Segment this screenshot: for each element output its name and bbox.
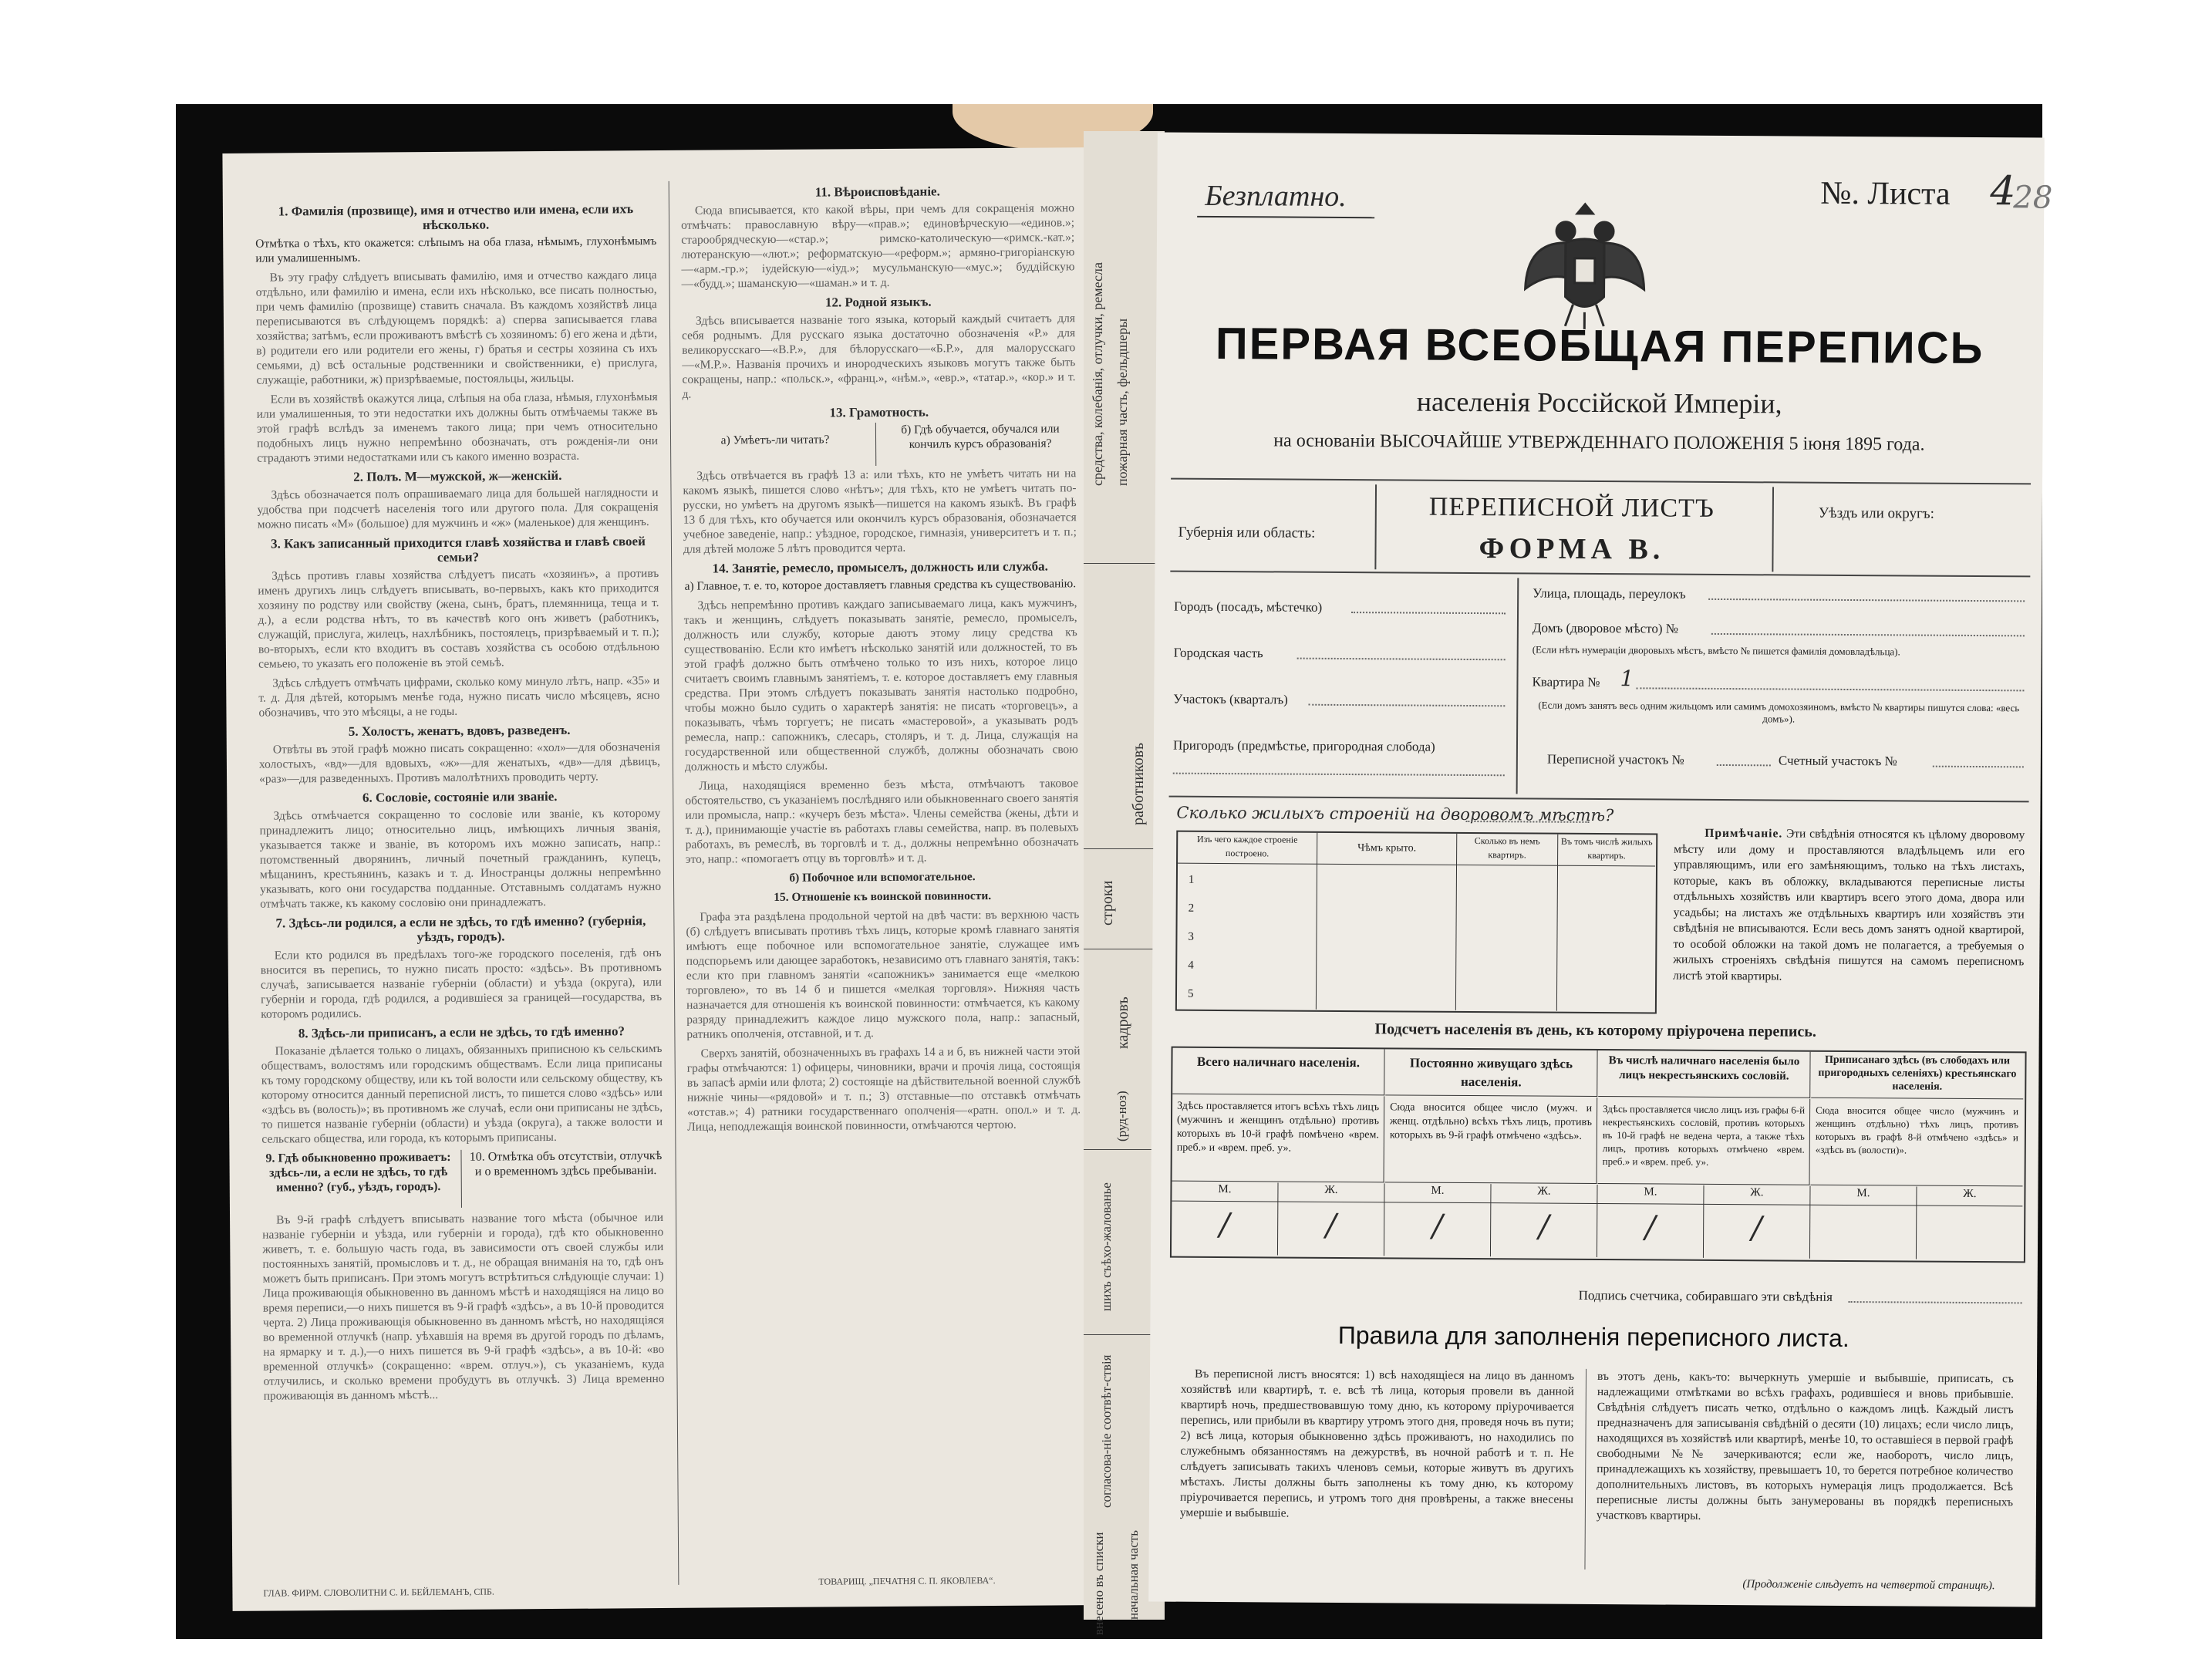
suburb-field[interactable] bbox=[1173, 773, 1505, 777]
heading-9: 9. Гдѣ обыкновенно проживаетъ: здѣсь-ли, а если не здѣсь, то гдѣ именно? (губ., уѣздъ, городъ). bbox=[265, 1150, 451, 1195]
body-text: Отвѣты въ этой графѣ можно писать сокращенно: «хол»—для обозначенія холостыхъ, «вд»—для вдовыхъ, «ж»—для женатыхъ, «дв»—для дѣвицъ, «раз»—для разведенныхъ. Противъ малолѣтнихъ проводить черту. bbox=[258, 740, 660, 786]
house-label: Домъ (дворовое мѣсто) № bbox=[1532, 620, 1679, 636]
counter-district-field[interactable] bbox=[1933, 766, 2024, 768]
rules-column-1 bbox=[1180, 1367, 1574, 1528]
city-part-label: Городская часть bbox=[1173, 645, 1263, 661]
yard-row-numbers bbox=[1188, 866, 1195, 1009]
city-field[interactable] bbox=[1351, 612, 1506, 614]
yard-col-header: Сколько въ немъ квартиръ. bbox=[1457, 834, 1558, 866]
sex-male-header: М. bbox=[1597, 1185, 1704, 1205]
quarter-field[interactable] bbox=[1308, 704, 1505, 707]
body-text: Если въ хозяйствѣ окажутся лица, слѣпыя на оба глаза, нѣмыя, глухонѣмыя или умалишенныя, то эти недостатки ихъ должны быть отмѣчаемы также въ этой графѣ вслѣдъ за именемъ такого лица; при чемъ относительно подобныхъ лицъ нужно непремѣнно обозначать, отъ рожденія-ли они страдаютъ этими недостатками или съ какого именно возраста. bbox=[256, 390, 659, 465]
yard-col bbox=[1317, 865, 1457, 1010]
heading-12: 12. Родной языкъ. bbox=[824, 294, 932, 310]
street-field[interactable] bbox=[1708, 599, 2025, 602]
divider bbox=[460, 1150, 462, 1208]
apartment-label: Квартира № bbox=[1532, 674, 1600, 690]
form-label: ФОРМА В. bbox=[1479, 532, 1665, 566]
heading-14: 14. Занятіе, ремесло, промыселъ, должность или служба. bbox=[712, 558, 1048, 576]
body-text: Если кто родился въ предѣлахъ того-же городского поселенія, гдѣ онъ вносится въ перепись, то нужно писать просто: «здѣсь». Въ противномъ случаѣ, записывается названіе губерніи (области) и уѣзда (округа), или губерніи и города, гдѣ родился, а родившіеся за границей—государства, въ которомъ родились. bbox=[260, 946, 663, 1021]
vertical-text: начальная часть bbox=[1126, 1530, 1141, 1620]
sheet-number-label: №. Листа bbox=[1820, 175, 1951, 212]
count-description: Здѣсь проставляется число лицъ изъ графы 6-й некрестьянскихъ сословій, противъ которыхъ въ 10-й графѣ не ведена черта, а также тѣхъ лицъ, противъ которыхъ отмѣчено «врем. преб.» и «врем. преб. у». bbox=[1598, 1098, 1811, 1185]
yard-row-number: 5 bbox=[1187, 987, 1194, 1000]
body-text: Сюда вписывается, кто какой вѣры, при чемъ для сокращенія можно отмѣчать: православную вѣру—«прав.»; единовѣрческую—«единов.»; старообрядческую—«стар.»; римско-католическую—«римск.-кат.»; лютеранскую—«лют.»; реформатскую—«реформ.»; армяно-григоріанскую—«арм.-гр.»; іудейскую—«іуд.»; мусульманскую—«мус.»; буддійскую—«будд.»; шаманскую—«шаман.» и т. д. bbox=[681, 201, 1075, 291]
count-value: / bbox=[1491, 1203, 1597, 1257]
body-text: Здѣсь непремѣнно противъ каждаго записываемаго лица, какъ мужчинъ, такъ и женщинъ, слѣдуетъ показывать занятіе, ремесло, промыселъ, должность или службу, которые даютъ этому лицу средства къ существованію. Если кто имѣетъ нѣсколько занятій или должностей, то въ этой графѣ должно быть отмѣчено только то изъ нихъ, которое лицо считаетъ своимъ главнымъ занятіемъ, т. е. которое доставляетъ ему главныя средства. При этомъ слѣдуетъ показывать занятія настолько подробно, чтобы можно было судить о характерѣ занятія: не писать «торговецъ», а показывать, чѣмъ торгуетъ; не писать «мастеровой», а указывать родъ ремесла, напр.: сапожникъ, слесарь, столяръ, и т. д. Лица, служащія на государственной или общественной службѣ, должны обозначать свою должность и мѣсто службы. bbox=[683, 596, 1078, 774]
sheet-number-value: 4 bbox=[1990, 168, 2016, 215]
count-title: Подсчетъ населенія въ день, къ которому пріурочена перепись. bbox=[1374, 1020, 1816, 1040]
body-text: Здѣсь отвѣчается въ графѣ 13 а: или тѣхъ, кто не умѣетъ читать ни на какомъ языкѣ, пишется слово «нѣтъ»; для тѣхъ, кто не умѣетъ читать по-русски, но умѣетъ на другомъ языкѣ—пишется на какомъ языкѣ. Въ графѣ 13 б для тѣхъ, кто обучается или окончилъ курсъ образованія, обозначается учебное заведеніе, напр.: уѣздное, городское, гимназія, университетъ и т. п.; для дѣтей моложе 5 лѣтъ проводится черта. bbox=[683, 467, 1077, 556]
count-header: Приписанаго здѣсь (въ слободахъ или пригородныхъ селеніяхъ) крестьянскаго населенія. bbox=[1811, 1052, 2023, 1100]
vertical-text: внесено въ списки bbox=[1091, 1532, 1106, 1635]
count-value: / bbox=[1704, 1205, 1810, 1259]
yard-row-number: 4 bbox=[1188, 959, 1194, 972]
left-footer: ГЛАВ. ФИРМ. СЛОВОЛИТНИ С. И. БЕЙЛЕМАНЪ, СПБ. bbox=[263, 1586, 494, 1599]
heading-11: 11. Вѣроисповѣданіе. bbox=[814, 184, 940, 200]
sex-female-header: Ж. bbox=[1278, 1182, 1384, 1202]
vertical-text: шихъ съѣхо-жалованье bbox=[1099, 1182, 1114, 1311]
vertical-text: (руд-ноз) bbox=[1114, 1091, 1129, 1141]
column-divider bbox=[669, 181, 679, 1585]
sheet-number-corner: 28 bbox=[2013, 180, 2053, 216]
suburb-label: Пригородъ (предмѣстье, пригородная слобода) bbox=[1172, 737, 1435, 754]
double-headed-eagle-icon bbox=[1519, 188, 1651, 336]
heading-9-10-row bbox=[261, 1148, 663, 1213]
yard-col-header: Въ томъ числѣ жилыхъ квартиръ. bbox=[1558, 835, 1655, 867]
count-description: Сюда вносится общее число (мужчинъ и женщинъ отдѣльно) тѣхъ лицъ, противъ которыхъ въ графѣ 8-й отмѣчено «здѣсь» и «здѣсь въ (волости)». bbox=[1811, 1099, 2024, 1187]
count-value bbox=[1810, 1205, 1917, 1259]
apartment-note: (Если домъ занятъ весь одним жильцомъ или самимъ домохозяиномъ, вмѣсто № квартиры пишутся слова: «весь домъ»). bbox=[1538, 699, 2020, 725]
yard-col-header: Изъ чего каждое строеніе построено. bbox=[1178, 832, 1317, 865]
house-field[interactable] bbox=[1711, 633, 2025, 636]
vertical-text: работниковъ bbox=[1130, 743, 1147, 825]
heading-2: 2. Полъ. М—мужской, ж—женскій. bbox=[353, 467, 562, 484]
heading-13-sub bbox=[683, 421, 1076, 469]
rules-title: Правила для заполненія переписного листа. bbox=[1337, 1320, 1850, 1353]
body-text: Сверхъ занятій, обозначенныхъ въ графахъ 14 а и б, въ нижней части этой графы отмѣчаются: 1) офицеры, чиновники, врачи и прочія лица, состоящія въ запасѣ арміи или флота; 2) состоящіе на дѣйствительной военной службѣ нижніе чины—«рядовой» и т. п.; 3) отставные—по отставкѣ отмѣчать «отстав.»; 4) ратники государственнаго ополченія—«ратн. опол.» и т. д. Лица, неподлежащія воинской повинности, отмѣчаются чертою. bbox=[686, 1044, 1081, 1134]
count-header: Въ числѣ наличнаго населенія было лицъ некрестьянскихъ сословій. bbox=[1598, 1050, 1810, 1098]
yard-col bbox=[1456, 865, 1558, 1011]
province-label: Губернія или область: bbox=[1178, 524, 1316, 541]
census-district-field[interactable] bbox=[1717, 764, 1771, 766]
census-district-label: Переписной участокъ № bbox=[1546, 751, 1684, 767]
body-text: Здѣсь отмѣчается сокращенно то сословіе или званіе, къ которому принадлежитъ лицо; относительно лицъ, имѣющихъ личныя званія, указывается также и званіе, въ которомъ ихъ можно записать, напр.: потомственный дворянинъ, личный почетный гражданинъ, купецъ, мѣщанинъ, крестьянинъ, казакъ и т. д. Иностранцы должны непремѣнно указывать, кого они государства подданные. Отставнымъ солдатамъ нужно отмѣчать также, къ какому сословію они принадлежатъ. bbox=[259, 807, 662, 911]
rules-continue: (Продолженіе слѣдуетъ на четвертой страницѣ). bbox=[1742, 1578, 1995, 1593]
yard-col-header: Чѣмъ крыто. bbox=[1317, 833, 1457, 865]
rules-text: Въ переписной листъ вносятся: 1) всѣ находящіеся на лицо въ данномъ хозяйствѣ или квартирѣ, т. е. всѣ тѣ лица, которыя провели въ данной квартирѣ ночь, предшествовавшую тому дню, къ которому пріурочивается перепись, или прибыли въ квартиру утромъ этого дня, проведя ночь въ пути; 2) всѣ лица, которыя обыкновенно здѣсь проживаютъ, но находились по служебнымъ обязанностямъ на дежурствѣ, въ ночной работѣ и т. п. Не слѣдуетъ записывать такихъ членовъ семьи, которые живутъ въ другихъ мѣстахъ. Листы должны быть заполнены къ тому дню, къ которому пріурочивается перепись, и утромъ того дня провѣрены, а также внесены умершіе и выбывшіе. bbox=[1179, 1367, 1575, 1520]
body-text: Показаніе дѣлается только о лицахъ, обязанныхъ приписною къ сельскимъ обществамъ, волостямъ или городскимъ обществамъ. Если лица приписаны къ тому городскому обществу, или къ той волости или сельскому обществу, къ которому относится данный переписной листъ, то пишется слово «здѣсь» или «здѣсь въ (волость)»; въ противномъ же случаѣ, если они приписаны не здѣсь, то пишется названіе губерніи (области) и уѣзда (округа), а также волости и сельскаго общества, или города, къ которымъ приписаны. bbox=[261, 1041, 663, 1146]
count-value: / bbox=[1597, 1204, 1704, 1258]
count-value bbox=[1917, 1206, 2022, 1260]
divider bbox=[1516, 578, 1519, 794]
count-value: / bbox=[1278, 1202, 1384, 1256]
divider bbox=[1170, 571, 2030, 578]
heading-8: 8. Здѣсь-ли приписанъ, а если не здѣсь, то гдѣ именно? bbox=[298, 1023, 625, 1041]
body-text: Лица, находящіяся временно безъ мѣста, отмѣчаютъ таковое обстоятельство, съ указаніемъ послѣдняго или обыкновеннаго своего занятія или промысла, напр.: «кучеръ безъ мѣста». Члены семейства (жены, дѣти и т. д.), принимающіе участіе въ работахъ главы семейства, напр. въ полевыхъ работахъ, въ ремеслѣ, въ торговлѣ и т. д., должны непремѣнно обозначать это, напр.: «помогаетъ отцу въ торговлѣ» и т. д. bbox=[685, 777, 1079, 866]
sex-female-header: Ж. bbox=[1491, 1184, 1597, 1204]
free-label: Безплатно. bbox=[1205, 179, 1347, 214]
left-page bbox=[222, 147, 1100, 1611]
yard-row-number: 1 bbox=[1188, 873, 1195, 886]
count-value: / bbox=[1172, 1202, 1278, 1256]
legal-basis: на основаніи ВЫСОЧАЙШЕ УТВЕРЖДЕННАГО ПОЛОЖЕНІЯ 5 іюня 1895 года. bbox=[1273, 430, 1925, 455]
heading-1: 1. Фамилія (прозвище), имя и отчество или имена, если ихъ нѣсколько. bbox=[278, 201, 634, 233]
body-text: Здѣсь слѣдуетъ отмѣчать цифрами, сколько кому минуло лѣтъ, напр. «35» и т. д. Для дѣтей, которымъ менѣе года, нужно писать число мѣсяцевъ, ясно обозначивъ, что это мѣсяцы, а не годы. bbox=[258, 674, 660, 720]
city-label: Городъ (посадъ, мѣстечко) bbox=[1174, 599, 1323, 615]
count-description: Сюда вносится общее число (мужч. и женщ. отдѣльно) всѣхъ тѣхъ лицъ, противъ которыхъ въ 9-й графѣ отмѣчено «здѣсь». bbox=[1385, 1096, 1598, 1184]
right-footer: ТОВАРИЩ. „ПЕЧАТНЯ С. П. ЯКОВЛЕВА“. bbox=[818, 1574, 996, 1587]
divider bbox=[1772, 487, 1774, 572]
divider bbox=[1084, 563, 1165, 564]
heading-5: 5. Холостъ, женатъ, вдовъ, разведенъ. bbox=[348, 722, 571, 739]
count-value: / bbox=[1384, 1202, 1491, 1256]
quarter-label: Участокъ (кварталъ) bbox=[1173, 691, 1288, 707]
vertical-text: средства, колебанія, отлучки, ремесла bbox=[1090, 261, 1105, 486]
apartment-field[interactable] bbox=[1636, 687, 2024, 691]
sub-13b: б) Гдѣ обучается, обучался или кончилъ курсъ образованія? bbox=[901, 422, 1060, 451]
sex-male-header: М. bbox=[1384, 1183, 1491, 1203]
body-text: Здѣсь противъ главы хозяйства слѣдуетъ писать «хозяинъ», а противъ именъ другихъ лицъ слѣдуетъ вписывать, во-первыхъ, какъ кто приходится хозяину по родству или свойству (жена, сынъ, братъ, племянница, теща и т. д.), а если родства нѣтъ, то въ качествѣ кого онъ живетъ (работникъ, служащій, прислуга, жилецъ, нахлѣбникъ, постоялецъ, призрѣваемый и т. п.); во-вторыхъ, если кто входитъ въ составъ хозяйства съ особою отдѣльною семьею, то указать его положеніе въ этой семьѣ. bbox=[258, 567, 659, 671]
body-text: Въ эту графу слѣдуетъ вписывать фамилію, имя и отчество каждаго лица отдѣльно, или фамилію и имена, если ихъ нѣсколько, все писать полностью, при чемъ фамилію (прозвище) ставить сначала. Въ каждомъ хозяйствѣ лица переписываются въ слѣдующемъ порядкѣ: а) сперва записывается глава хозяйства; затѣмъ, если проживаютъ вмѣстѣ съ хозяиномъ: б) его жена и дѣти, в) родители его или родители его жены, г) братья и сестры хозяина съ ихъ семьями, д) всѣ остальные родственники и свойственники, е) прислуга, служащіе, работники, ж) призрѣваемые, постояльцы, жильцы. bbox=[255, 268, 658, 387]
yard-question: Сколько жилыхъ строеній на дворовомъ мѣстѣ? bbox=[1176, 803, 1614, 825]
divider bbox=[1197, 216, 1374, 218]
yard-row-number: 2 bbox=[1188, 902, 1195, 915]
count-header: Постоянно живущаго здѣсь населенія. bbox=[1385, 1049, 1597, 1097]
page-title: ПЕРВАЯ ВСЕОБЩАЯ ПЕРЕПИСЬ bbox=[1215, 318, 1984, 374]
sex-female-header: Ж. bbox=[1917, 1187, 2022, 1207]
vertical-text: согласова-ніе соотвѣт-ствія bbox=[1099, 1354, 1114, 1508]
district-label: Уѣздъ или округъ: bbox=[1818, 504, 1935, 522]
left-column-1 bbox=[255, 197, 665, 1408]
sub-14b: б) Побочное или вспомогательное. bbox=[789, 870, 976, 885]
count-header: Всего наличнаго населенія. bbox=[1172, 1048, 1384, 1096]
note-title: Примѣчаніе. bbox=[1705, 826, 1783, 841]
sex-female-header: Ж. bbox=[1704, 1185, 1810, 1205]
divider bbox=[1171, 478, 2031, 485]
sheet-type: ПЕРЕПИСНОЙ ЛИСТЪ bbox=[1428, 492, 1715, 523]
sex-male-header: М. bbox=[1172, 1182, 1278, 1202]
house-note: (Если нѣтъ нумераціи дворовыхъ мѣстъ, вмѣсто № пишется фамилія домовладѣльца). bbox=[1532, 643, 1900, 658]
count-table bbox=[1170, 1047, 2027, 1263]
divider bbox=[1169, 796, 2029, 803]
yard-table bbox=[1175, 831, 1657, 1014]
left-column-2 bbox=[681, 178, 1081, 1139]
vertical-text: кадровъ bbox=[1114, 996, 1131, 1049]
right-page bbox=[1148, 133, 2053, 1607]
body-text: Въ 9-й графѣ слѣдуетъ вписывать название того мѣста (обычное или названіе губерніи и уѣзда, или губерніи и города), гдѣ кто обыкновенно живетъ, т. е. большую часть года, въ зависимости отъ своей службы или постоянныхъ занятій, промысловъ и т. д., не обращая вниманія на то, гдѣ онъ можетъ быть приписанъ. При этомъ могутъ встрѣтиться слѣдующіе случаи: 1) Лица проживающія обыкновенно въ данномъ мѣстѣ и находящіяся на лицо во время переписи,—о нихъ пишется въ 9-й графѣ «здѣсь», а въ 10-й проводится черта. 2) Лица проживающія обыкновенно въ данномъ мѣстѣ, но находящіяся во временной отлучкѣ (напр. уѣхавшія на время въ другой городъ по дѣламъ, на ярмарку и т. д.),—о нихъ пишется въ 9-й графѣ «здѣсь», а въ 10-й: «во временной отлучкѣ» (сокращенно: «врем. отлуч.»), съ указаніемъ, куда отлучились, и сколько времени пробудутъ въ отлучкѣ. 3) Лица временно проживающія въ данномъ мѣстѣ... bbox=[262, 1210, 665, 1403]
body-text: Здѣсь вписывается названіе того языка, который каждый считаетъ для себя роднымъ. Для русскаго языка достаточно обозначенія «Р.» для великорусскаго—«В.Р.», для бѣлорусскаго—«Б.Р.», для малорусскаго—«М.Р.». Названія прочихъ и инородческихъ языковъ могутъ также быть сокращены, напр.: «польск.», «франц.», «нѣм.», «евр.», «татар.», «кор.» и т. д. bbox=[682, 312, 1076, 401]
heading-10: 10. Отмѣтка объ отсутствіи, отлучкѣ и о временномъ здѣсь пребываніи. bbox=[469, 1149, 663, 1178]
body-text: Графа эта раздѣлена продольной чертой на двѣ части: въ верхнюю часть (б) слѣдуетъ вписывать противъ тѣхъ лицъ, которые кромѣ главнаго занятія имѣютъ еще побочное или вспомогательное занятіе, служащее имъ подспорьемъ или дающее заработокъ, независимо отъ главнаго занятія, такъ: если кто при главномъ занятіи «сапожникъ» занимается еще «мелкою торговлею», то въ 14 б и пишется «мелкая торговля». Нижняя часть назначается для отношенія къ воинской повинности: отмѣчается, къ какому разряду принадлежитъ каждое лицо мужского пола, напр.: запасный, ратникъ ополченія, отставной, и т. д. bbox=[686, 908, 1081, 1041]
street-label: Улица, площадь, переулокъ bbox=[1533, 585, 1686, 602]
counter-district-label: Счетный участокъ № bbox=[1778, 753, 1897, 769]
heading-6: 6. Сословіе, состояніе или званіе. bbox=[362, 788, 558, 805]
yard-col bbox=[1177, 864, 1317, 1010]
vertical-text: строки bbox=[1099, 880, 1116, 926]
divider bbox=[1374, 484, 1377, 569]
sub-13a: а) Умѣетъ-ли читать? bbox=[720, 433, 830, 447]
sex-male-header: М. bbox=[1810, 1186, 1917, 1206]
vertical-text: пожарная часть, фельдшеры bbox=[1114, 318, 1130, 486]
signature-label: Подпись счетчика, собиравшаго эти свѣдѣнія bbox=[1578, 1287, 1833, 1304]
rules-text: въ этотъ день, какъ-то: вычеркнуть умершіе и выбывшіе, приписать, съ надлежащими отмѣтками во всѣхъ графахъ, родившіеся и вновь прибывшіе. Свѣдѣнія слѣдуетъ писать четко, отдѣльно о каждомъ лицѣ. Каждый листъ предназначенъ для записыванія свѣдѣній о десяти (10) лицахъ; если число лицъ, находящихся въ хозяйствѣ или квартирѣ, менѣе 10, то оставшіеся в первой графѣ свободными №№ зачеркиваются; если же, наоборотъ, число лицъ, принадлежащихъ къ хозяйству, превышаетъ 10, то берется потребное количество дополнительныхъ листовъ, въ которыхъ нумерація лицъ продолжается. Всѣ переписные листы должны быть занумерованы въ порядкѣ переписныхъ участковъ квартиры. bbox=[1596, 1370, 2015, 1522]
column-divider bbox=[1584, 1369, 1587, 1570]
note-1: Отмѣтка о тѣхъ, кто окажется: слѣпымъ на оба глаза, нѣмымъ, глухонѣмымъ или умалишеннымъ. bbox=[255, 234, 657, 265]
heading-13: 13. Грамотность. bbox=[829, 404, 929, 420]
count-description: Здѣсь проставляется итогъ всѣхъ тѣхъ лицъ (мужчинъ и женщинъ отдѣльно) противъ которыхъ въ 10-й графѣ помѣчено «врем. преб.» и «врем. преб. у». bbox=[1172, 1095, 1385, 1183]
page-subtitle: населенія Россійской Имперіи, bbox=[1416, 386, 1782, 420]
heading-7: 7. Здѣсь-ли родился, а если не здѣсь, то гдѣ именно? (губернія, уѣздъ, городъ). bbox=[275, 913, 646, 945]
sub-14a: а) Главное, т. е. то, которое доставляетъ главныя средства къ существованію. bbox=[684, 577, 1077, 593]
heading-15: 15. Отношеніе къ воинской повинности. bbox=[774, 889, 992, 904]
yard-row-number: 3 bbox=[1188, 930, 1195, 943]
city-part-field[interactable] bbox=[1297, 658, 1506, 661]
signature-field[interactable] bbox=[1849, 1301, 2022, 1303]
body-text: Здѣсь обозначается полъ опрашиваемаго лица для большей наглядности и удобства при подсчетѣ населенія того или другого пола. Для сокращенія можно писать «М» (большое) для мужчинъ и «ж» (маленькое) для женщинъ. bbox=[257, 486, 659, 531]
divider bbox=[875, 423, 876, 466]
heading-3: 3. Какъ записанный приходится главѣ хозяйства и главѣ своей семьи? bbox=[270, 534, 646, 565]
apartment-value: 1 bbox=[1620, 666, 1634, 692]
note-text: Эти свѣдѣнія относятся къ цѣлому дворовому мѣсту или дому и проставляются владѣльцемъ или его управляющимъ, или его замѣняющимъ, только на тѣхъ листахъ, которые, какъ въ обложку, вкладываются переписные листы отдѣльныхъ хозяйствъ или квартиръ всего этого дома, двора или усадьбы; на листахъ же отдѣльныхъ квартиръ или хозяйствъ эти свѣдѣнія не вписываются. Если весь домъ занятъ одной квартирой, то особой обложки на такой домъ не полагается, а требуемыя о жилыхъ строеніяхъ свѣдѣнія пишутся на самомъ переписномъ листѣ этой квартиры. bbox=[1673, 827, 2025, 983]
yard-note bbox=[1673, 826, 2025, 986]
rules-column-2 bbox=[1597, 1369, 2014, 1530]
